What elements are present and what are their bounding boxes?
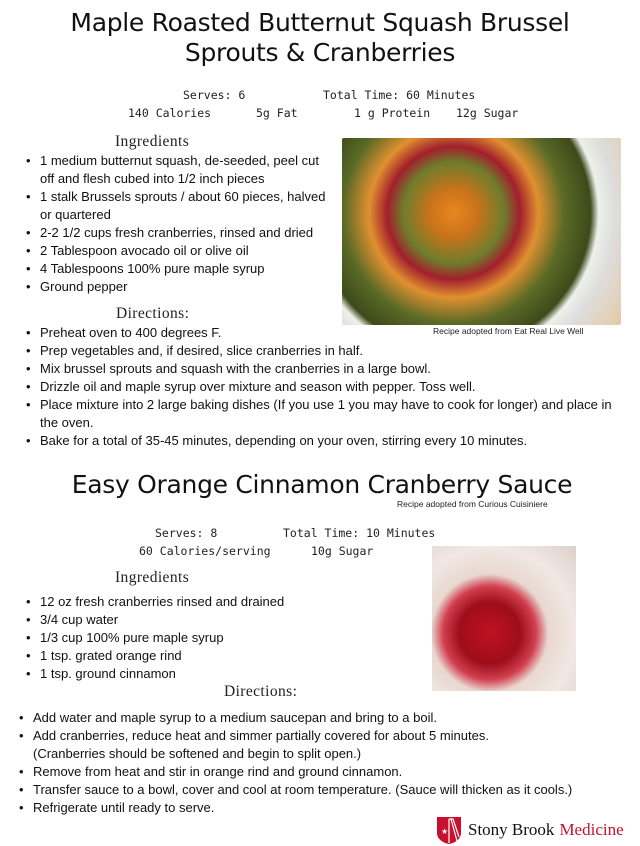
calories: 60 Calories/serving <box>139 544 271 558</box>
list-item: • Place mixture into 2 large baking dishes (If you use 1 you may have to cook for longer) and place in the oven. <box>24 396 624 432</box>
list-item <box>17 727 627 763</box>
directions-heading: Directions: <box>224 683 298 700</box>
fat: 5g Fat <box>256 106 298 120</box>
list-item: • 1 medium butternut squash, de-seeded, peel cut off and flesh cubed into 1/2 inch pieces <box>24 152 336 188</box>
recipe2-source: Recipe adopted from Curious Cuisiniere <box>397 499 548 509</box>
title-line: Maple Roasted Butternut Squash Brussel <box>70 8 570 37</box>
list-item: • Add water and maple syrup to a medium saucepan and bring to a boil. <box>17 709 627 727</box>
total-time: Total Time: 10 Minutes <box>283 526 436 540</box>
recipe1-stats <box>0 88 640 124</box>
list-item: • Preheat oven to 400 degrees F. <box>24 324 624 342</box>
list-item: • 1/3 cup 100% pure maple syrup <box>24 629 404 647</box>
list-item: • Refrigerate until ready to serve. <box>17 799 627 817</box>
list-item: • Prep vegetables and, if desired, slice cranberries in half. <box>24 342 624 360</box>
list-item: • 4 Tablespoons 100% pure maple syrup <box>24 260 336 278</box>
shield-logo-icon <box>435 815 463 845</box>
roasted-vegetables-photo <box>342 138 621 325</box>
image-caption: Recipe adopted from Eat Real Live Well <box>433 326 584 336</box>
brand-medicine: Medicine <box>559 820 624 839</box>
direction-text: Add cranberries, reduce heat and simmer partially covered for about 5 minutes. <box>33 728 489 743</box>
sugar: 12g Sugar <box>456 106 519 120</box>
title-line: Sprouts & Cranberries <box>184 38 456 67</box>
recipe1-directions <box>24 324 624 450</box>
ingredients-heading: Ingredients <box>115 569 190 586</box>
serves: Serves: 6 <box>183 88 246 102</box>
list-item: • Remove from heat and stir in orange rind and ground cinnamon. <box>17 763 627 781</box>
directions-heading: Directions: <box>116 305 190 322</box>
list-item: • 1 stalk Brussels sprouts / about 60 pieces, halved or quartered <box>24 188 336 224</box>
list-item: • Drizzle oil and maple syrup over mixture and season with pepper. Toss well. <box>24 378 624 396</box>
list-item: • 1 tsp. ground cinnamon <box>24 665 404 683</box>
direction-note: (Cranberries should be softened and begin to split open.) <box>33 746 362 761</box>
recipe2-title: Easy Orange Cinnamon Cranberry Sauce <box>71 470 573 499</box>
protein: 1 g Protein <box>354 106 431 120</box>
list-item: • Mix brussel sprouts and squash with the cranberries in a large bowl. <box>24 360 624 378</box>
recipe2-ingredients <box>24 593 404 683</box>
recipe2-directions <box>17 709 627 817</box>
serves: Serves: 8 <box>155 526 218 540</box>
calories: 140 Calories <box>128 106 212 120</box>
list-item: • Transfer sauce to a bowl, cover and cool at room temperature. (Sauce will thicken as it cools.) <box>17 781 627 799</box>
list-item: • 12 oz fresh cranberries rinsed and drained <box>24 593 404 611</box>
list-item: • Ground pepper <box>24 278 336 296</box>
recipe1-title <box>0 8 640 68</box>
stony-brook-medicine-logo <box>435 815 624 845</box>
brand-name: Stony Brook <box>468 820 555 839</box>
cranberry-sauce-photo <box>432 546 576 691</box>
list-item: • 2 Tablespoon avocado oil or olive oil <box>24 242 336 260</box>
recipe1-ingredients <box>24 152 336 296</box>
total-time: Total Time: 60 Minutes <box>323 88 476 102</box>
list-item: • 3/4 cup water <box>24 611 404 629</box>
list-item: • 2-2 1/2 cups fresh cranberries, rinsed and dried <box>24 224 336 242</box>
list-item: • Bake for a total of 35-45 minutes, depending on your oven, stirring every 10 minutes. <box>24 432 624 450</box>
sugar: 10g Sugar <box>311 544 374 558</box>
list-item: • 1 tsp. grated orange rind <box>24 647 404 665</box>
ingredients-heading: Ingredients <box>115 133 190 150</box>
svg-text:★: ★ <box>441 827 449 836</box>
